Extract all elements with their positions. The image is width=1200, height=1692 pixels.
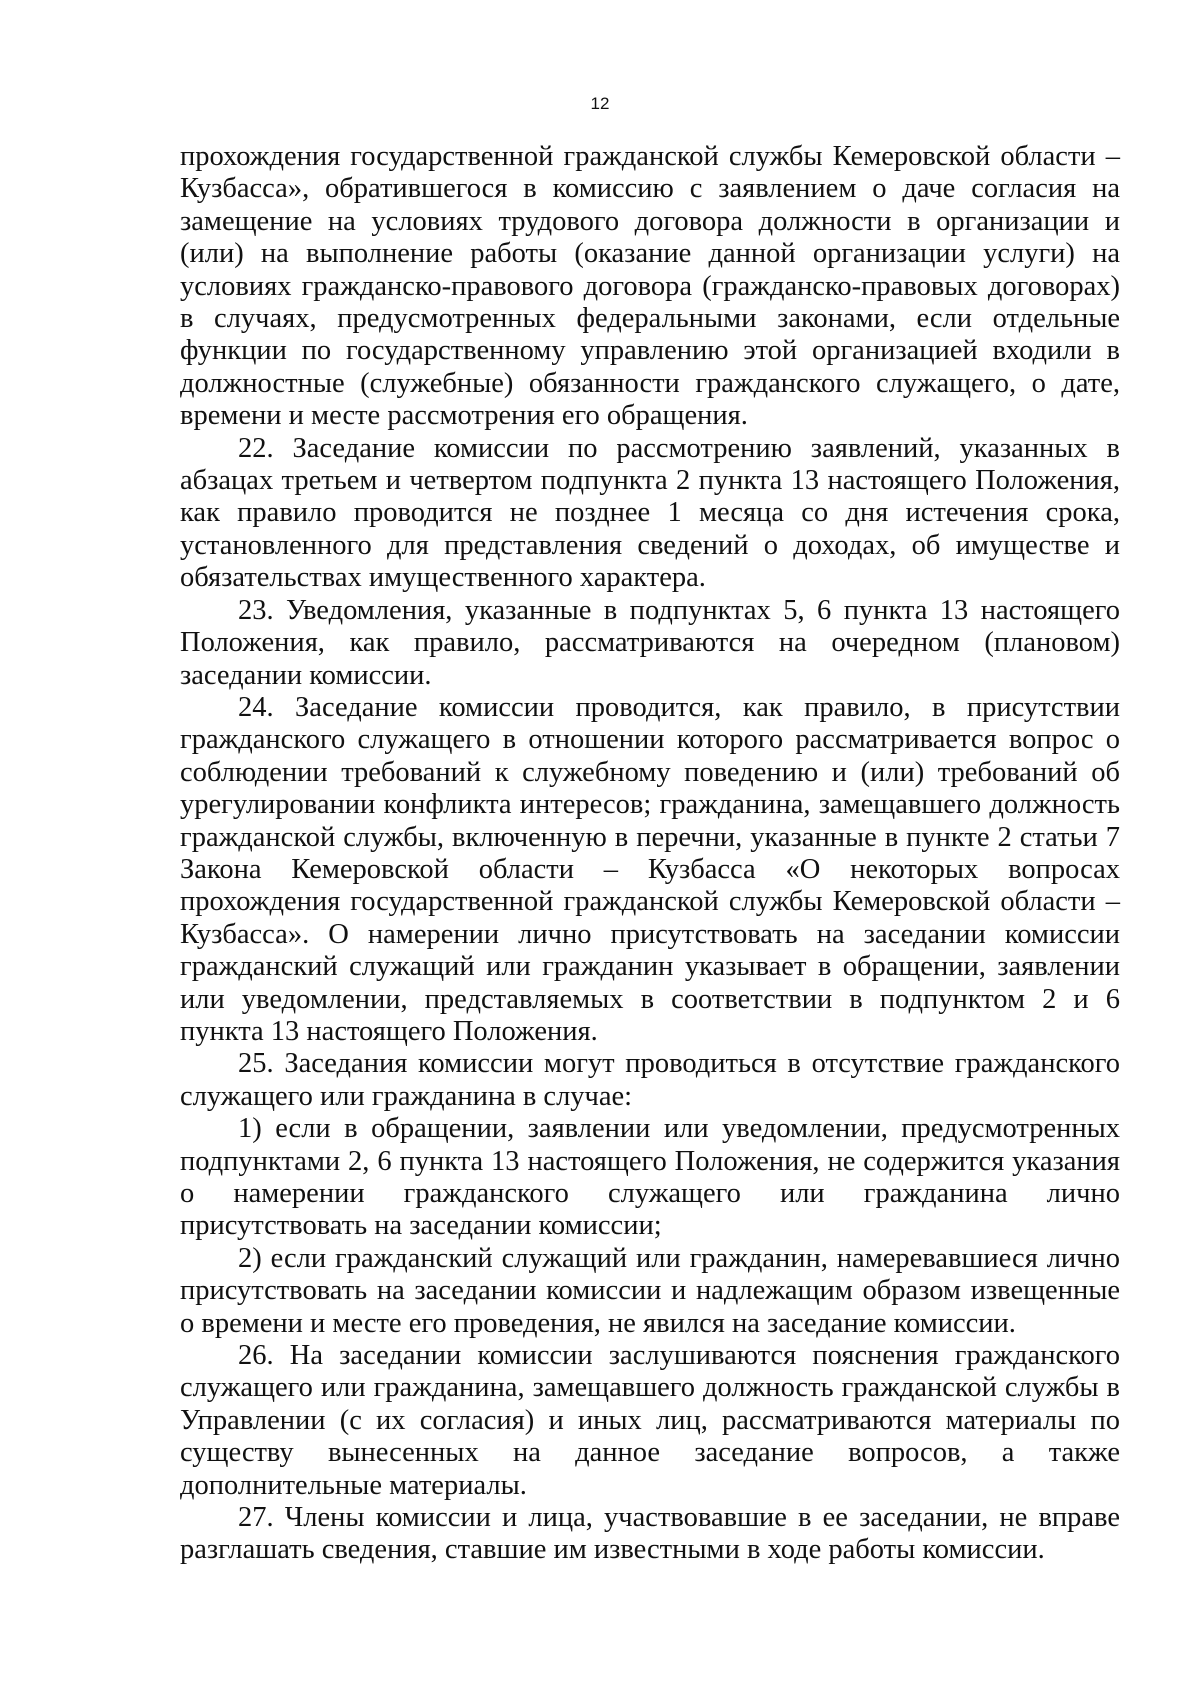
- page-number: 12: [590, 94, 610, 113]
- document-body: [180, 141, 1120, 1567]
- paragraph-item-26: 26. На заседании комиссии заслушиваются пояснения гражданского служащего или гражданина, замещавшего должность гражданской службы в Управлении (с их согласия) и иных лиц, рассматриваются материалы по существу вынесенных на данное заседание вопросов, а также дополнительные материалы.: [180, 1340, 1120, 1501]
- paragraph-subitem-1: 1) если в обращении, заявлении или уведомлении, предусмотренных подпунктами 2, 6 пункта 13 настоящего Положения, не содержится указания о намерении гражданского служащего или гражданина лично присутствовать на заседании комиссии;: [180, 1113, 1120, 1242]
- paragraph-item-23: 23. Уведомления, указанные в подпунктах 5, 6 пункта 13 настоящего Положения, как правило, рассматриваются на очередном (плановом) заседании комиссии.: [180, 594, 1120, 691]
- paragraph-item-27: 27. Члены комиссии и лица, участвовавшие в ее заседании, не вправе разглашать сведения, ставшие им известными в ходе работы комиссии.: [180, 1502, 1120, 1566]
- paragraph-item-24: 24. Заседание комиссии проводится, как правило, в присутствии гражданского служащего в отношении которого рассматривается вопрос о соблюдении требований к служебному поведению и (или) требований об урегулировании конфликта интересов; гражданина, замещавшего должность гражданской службы, включенную в перечни, указанные в пункте 2 статьи 7 Закона Кемеровской области – Кузбасса «О некоторых вопросах прохождения государственной гражданской службы Кемеровской области – Кузбасса». О намерении лично присутствовать на заседании комиссии гражданский служащий или гражданин указывает в обращении, заявлении или уведомлении, представляемых в соответствии в подпунктом 2 и 6 пункта 13 настоящего Положения.: [180, 691, 1120, 1047]
- paragraph-item-25: 25. Заседания комиссии могут проводиться в отсутствие гражданского служащего или гражданина в случае:: [180, 1048, 1120, 1112]
- paragraph-subitem-2: 2) если гражданский служащий или гражданин, намеревавшиеся лично присутствовать на заседании комиссии и надлежащим образом извещенные о времени и месте его проведения, не явился на заседание комиссии.: [180, 1242, 1120, 1339]
- paragraph-item-22: 22. Заседание комиссии по рассмотрению заявлений, указанных в абзацах третьем и четвертом подпункта 2 пункта 13 настоящего Положения, как правило проводится не позднее 1 месяца со дня истечения срока, установленного для представления сведений о доходах, об имуществе и обязательствах имущественного характера.: [180, 432, 1120, 594]
- paragraph-continuation: прохождения государственной гражданской службы Кемеровской области – Кузбасса», обратившегося в комиссию с заявлением о даче согласия на замещение на условиях трудового договора должности в организации и (или) на выполнение работы (оказание данной организации услуги) на условиях гражданско-правового договора (гражданско-правовых договорах) в случаях, предусмотренных федеральными законами, если отдельные функции по государственному управлению этой организацией входили в должностные (служебные) обязанности гражданского служащего, о дате, времени и месте рассмотрения его обращения.: [180, 141, 1120, 432]
